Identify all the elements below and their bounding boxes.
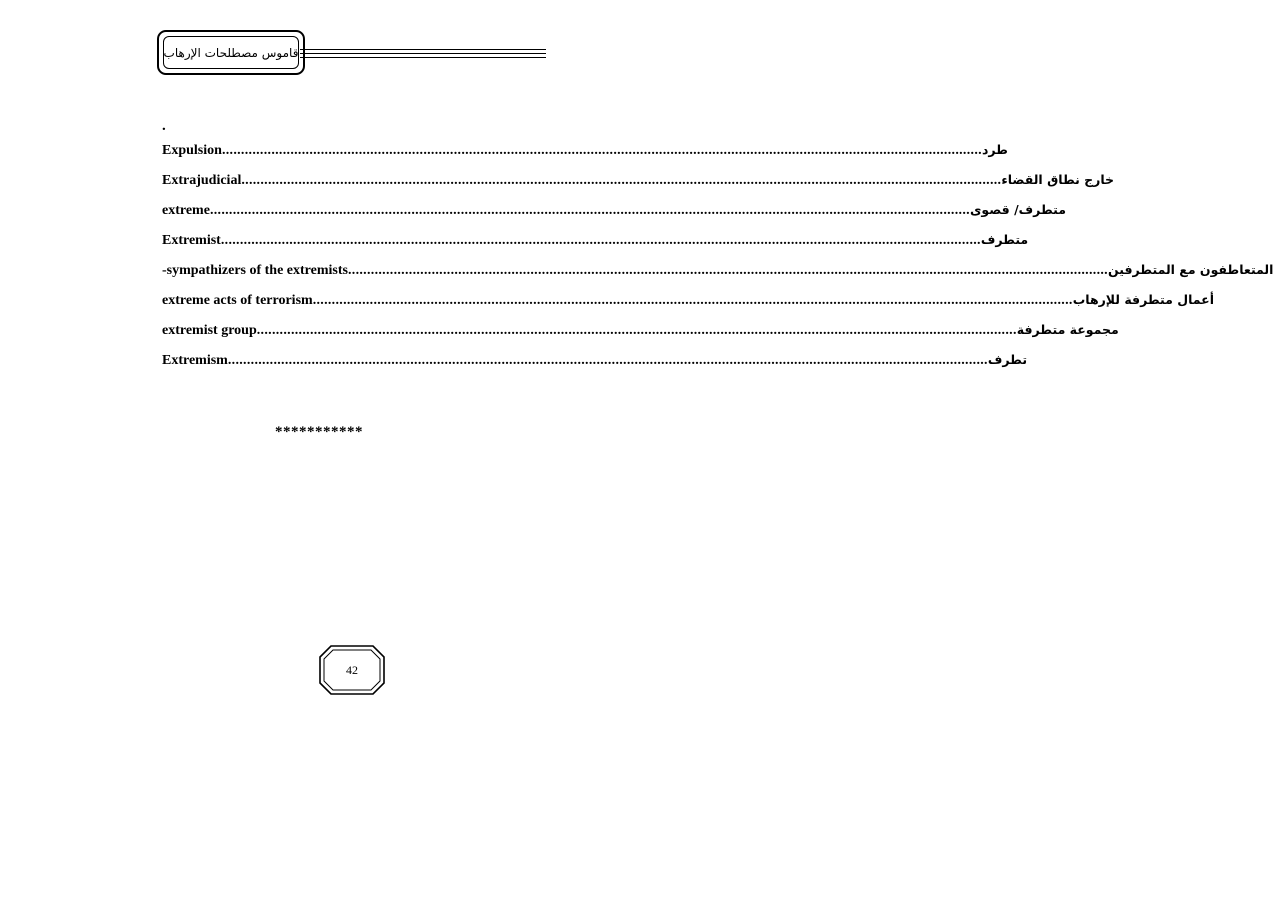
glossary-entry: [162, 202, 1066, 232]
glossary-entry: [162, 322, 1119, 352]
leader-dots: ........................................................................................................................................................................................................: [220, 233, 981, 248]
term-english: Extrajudicial: [162, 173, 242, 188]
header-title-frame: [163, 36, 299, 69]
section-separator: ***********: [275, 424, 363, 440]
term-arabic: مجموعة متطرفة: [1016, 322, 1119, 337]
term-arabic: طرد: [981, 142, 1008, 157]
glossary-list: [162, 142, 1273, 382]
glossary-entry: [162, 232, 1029, 262]
header-rule: [300, 53, 546, 54]
header-rule: [300, 57, 546, 58]
lead-dot: .: [162, 118, 166, 134]
term-arabic: المتعاطفون مع المتطرفين: [1107, 262, 1273, 277]
leader-dots: ........................................................................................................................................................................................................: [209, 203, 970, 218]
glossary-entry: [162, 172, 1115, 202]
leader-dots: ........................................................................................................................................................................................................: [227, 353, 988, 368]
term-arabic: تطرف: [987, 352, 1028, 367]
term-arabic: أعمال متطرفة للإرهاب: [1072, 292, 1214, 307]
leader-dots: ........................................................................................................................................................................................................: [312, 293, 1073, 308]
term-english: extreme acts of terrorism: [162, 293, 313, 308]
glossary-entry: [162, 352, 1028, 382]
term-arabic: خارج نطاق القضاء: [1001, 172, 1115, 187]
glossary-entry: [162, 262, 1273, 292]
leader-dots: ........................................................................................................................................................................................................: [221, 143, 982, 158]
term-english: Extremist: [162, 233, 221, 248]
term-english: Extremism: [162, 353, 228, 368]
term-english: extreme: [162, 203, 210, 218]
term-english: extremist group: [162, 323, 257, 338]
header-title: قاموس مصطلحات الإرهاب: [163, 45, 299, 60]
glossary-entry: [162, 292, 1214, 322]
leader-dots: ........................................................................................................................................................................................................: [347, 263, 1108, 278]
term-arabic: متطرف/ قصوى: [969, 202, 1066, 217]
leader-dots: ........................................................................................................................................................................................................: [241, 173, 1002, 188]
header-title-box: [157, 30, 305, 75]
term-arabic: متطرف: [980, 232, 1029, 247]
term-english: -sympathizers of the extremists: [162, 263, 348, 278]
header-rule: [300, 49, 546, 50]
page-number: 42: [346, 662, 358, 677]
term-english: Expulsion: [162, 143, 222, 158]
leader-dots: ........................................................................................................................................................................................................: [256, 323, 1017, 338]
glossary-entry: [162, 142, 1008, 172]
page-number-badge: [319, 645, 385, 695]
